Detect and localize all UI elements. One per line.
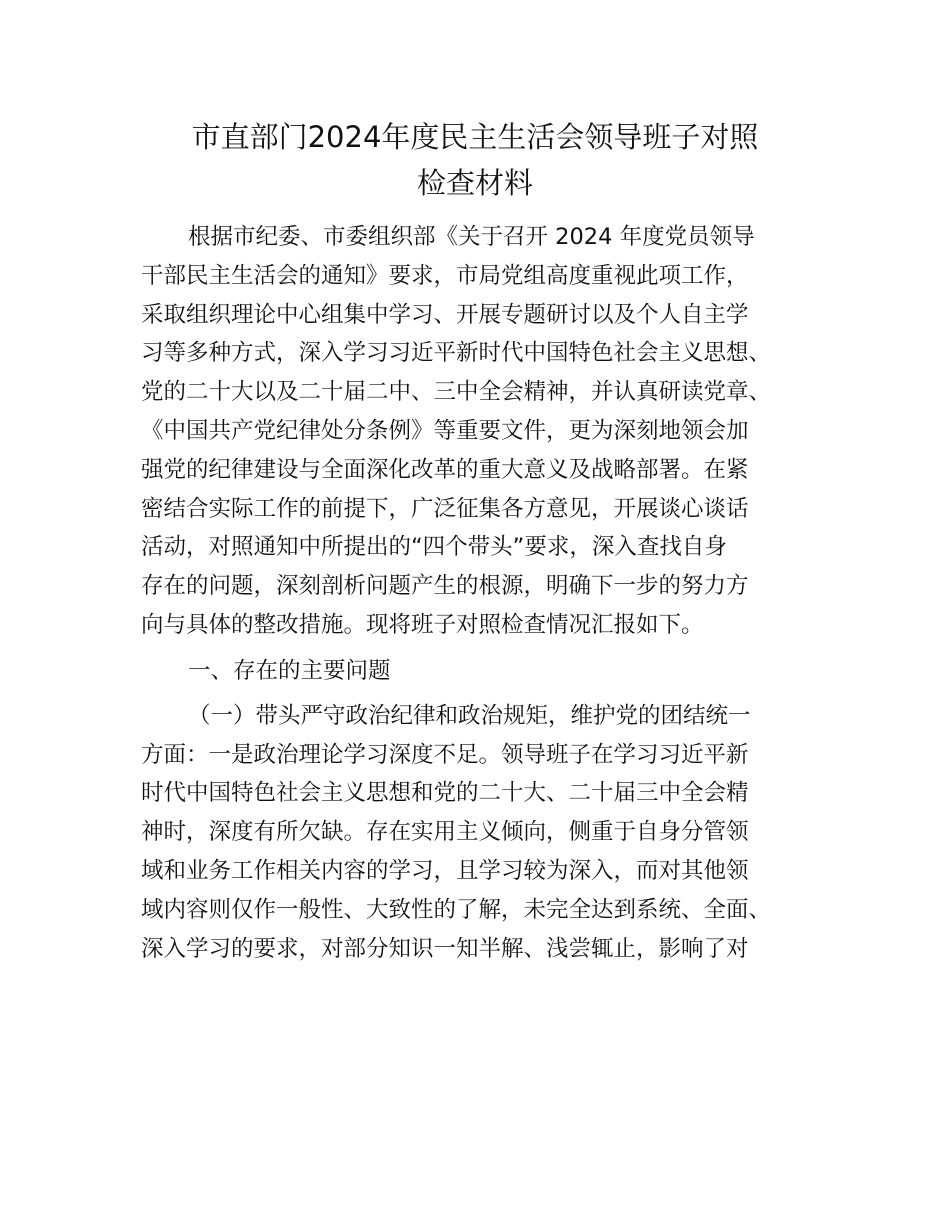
- paragraph-line: 域和业务工作相关内容的学习，且学习较为深入，而对其他领: [141, 857, 749, 884]
- paragraph-line: 党的二十大以及二十届二中、三中全会精神，并认真研读党章、: [141, 379, 772, 406]
- paragraph-line: 《中国共产党纪律处分条例》等重要文件，更为深刻地领会加: [141, 417, 749, 444]
- paragraph-line: 密结合实际工作的前提下，广泛征集各方意见，开展谈心谈话: [141, 495, 749, 522]
- paragraph-line: 存在的问题，深刻剖析问题产生的根源，明确下一步的努力方: [141, 573, 749, 600]
- document-body: [141, 218, 831, 968]
- paragraph-line: 向与具体的整改措施。现将班子对照检查情况汇报如下。: [141, 611, 704, 638]
- section-heading: 一、存在的主要问题: [188, 657, 391, 684]
- paragraph-line: 深入学习的要求，对部分知识一知半解、浅尝辄止，影响了对: [141, 935, 749, 962]
- paragraph-line: 习等多种方式，深入学习习近平新时代中国特色社会主义思想、: [141, 340, 772, 367]
- section-1-paragraph: [141, 697, 831, 969]
- paragraph-line: 时代中国特色社会主义思想和党的二十大、二十届三中全会精: [141, 780, 749, 807]
- paragraph-line: （一）带头严守政治纪律和政治规矩，维护党的团结统一: [188, 702, 751, 729]
- document-title: [130, 114, 820, 206]
- paragraph-line: 神时，深度有所欠缺。存在实用主义倾向，侧重于自身分管领: [141, 819, 749, 846]
- title-line-1: 市直部门2024年度民主生活会领导班子对照: [191, 120, 759, 154]
- title-line-2: 检查材料: [416, 166, 533, 200]
- paragraph-line: 域内容则仅作一般性、大致性的了解，未完全达到系统、全面、: [141, 896, 772, 923]
- paragraph-line: 活动，对照通知中所提出的“四个带头”要求，深入查找自身: [141, 534, 727, 561]
- paragraph-line: 干部民主生活会的通知》要求，市局党组高度重视此项工作，: [141, 262, 749, 289]
- paragraph-line: 根据市纪委、市委组织部《关于召开 2024 年度党员领导: [188, 224, 755, 250]
- paragraph-line: 采取组织理论中心组集中学习、开展专题研讨以及个人自主学: [141, 301, 749, 328]
- paragraph-line: 方面：一是政治理论学习深度不足。领导班子在学习习近平新: [141, 741, 749, 768]
- paragraph-line: 强党的纪律建设与全面深化改革的重大意义及战略部署。在紧: [141, 456, 749, 483]
- intro-paragraph: [141, 218, 831, 645]
